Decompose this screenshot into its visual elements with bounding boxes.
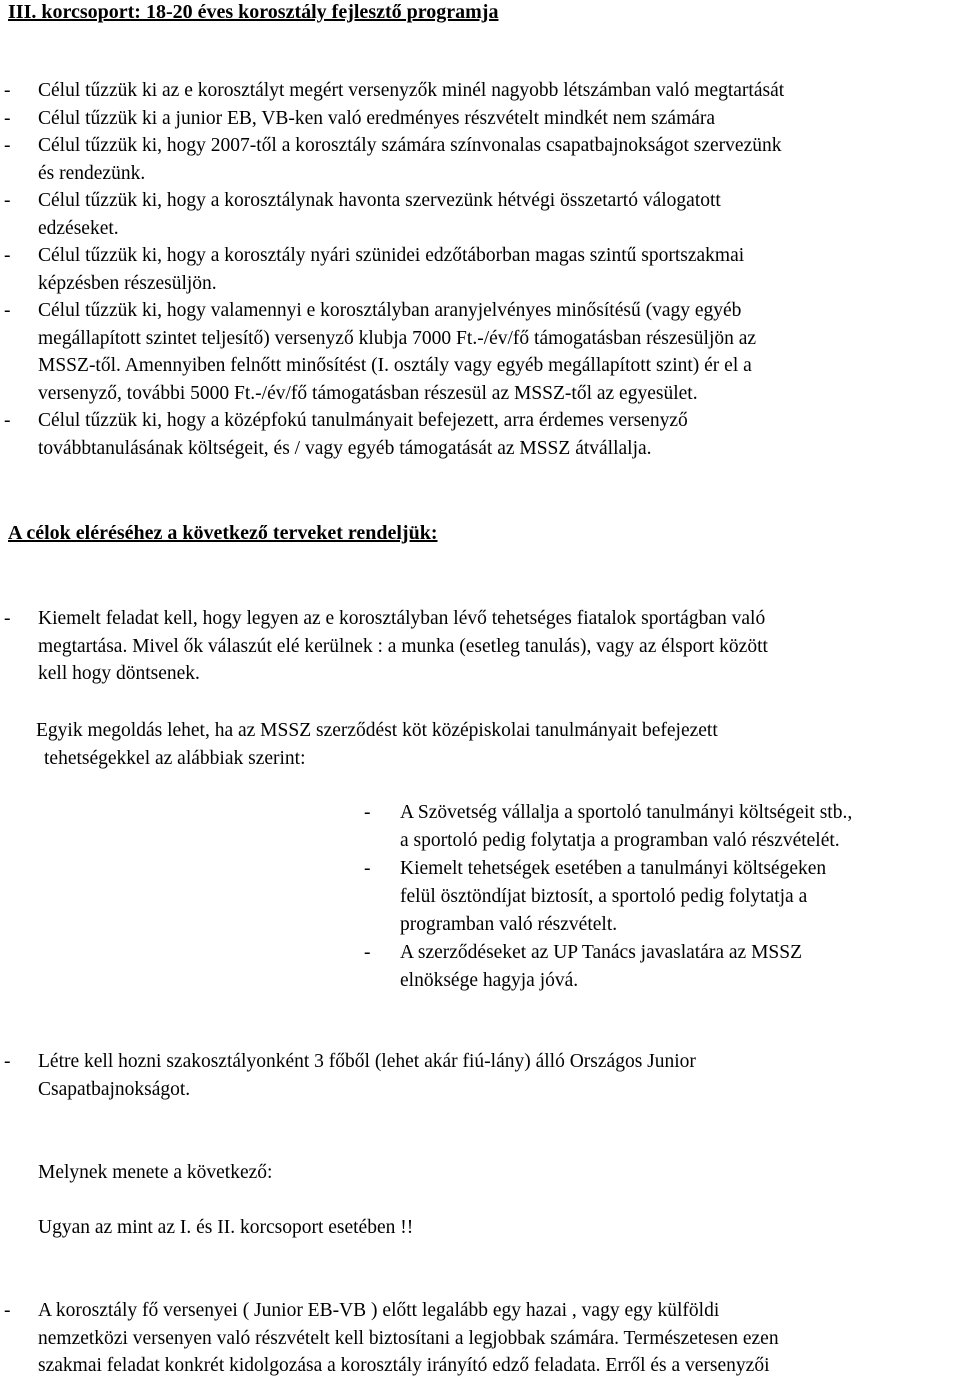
- team-item: [0, 1048, 960, 1103]
- goal-item: [0, 77, 960, 105]
- goal-line: képzésben részesüljön.: [38, 272, 217, 294]
- goal-line: Célul tűzzük ki, hogy a középfokú tanulmányait befejezett, arra érdemes versenyző: [38, 410, 688, 431]
- goal-line: MSSZ-től. Amennyiben felnőtt minősítést (I. osztály vagy egyéb megállapított szint) ér el a: [38, 355, 752, 376]
- bullet-dash: -: [4, 135, 11, 156]
- plan-line: kell hogy döntsenek.: [38, 663, 200, 684]
- solution-line: tehetségekkel az alábbiak szerint:: [44, 747, 306, 769]
- sub-line: felül ösztöndíjat biztosít, a sportoló pedig folytatja a: [400, 886, 808, 907]
- goal-item: [0, 187, 960, 242]
- goal-line: versenyző, további 5000 Ft.-/év/fő támogatásban részesül az MSSZ-től az egyesület.: [38, 382, 698, 404]
- bullet-dash: -: [4, 1300, 11, 1321]
- bullet-dash: -: [4, 300, 11, 321]
- page-title: III. korcsoport: 18-20 éves korosztály fejlesztő programja: [8, 1, 499, 23]
- final-item: [0, 1297, 960, 1380]
- bullet-dash: -: [364, 802, 371, 823]
- final-line: szakmai feladat konkrét kidolgozása a korosztály irányító edző feladata. Erről és a versenyzői: [38, 1355, 770, 1376]
- sub-line: A szerződéseket az UP Tanács javaslatára az MSSZ: [400, 942, 803, 963]
- bullet-dash: -: [364, 858, 371, 879]
- goals-list: [0, 77, 960, 462]
- goal-line: edzéseket.: [38, 217, 119, 239]
- plan-line: Kiemelt feladat kell, hogy legyen az e korosztályban lévő tehetséges fiatalok sportágban való: [38, 608, 766, 629]
- sub-line: elnöksége hagyja jóvá.: [400, 970, 579, 991]
- final-line: nemzetközi versenyen való részvételt kell biztosítani a legjobbak számára. Természetesen ezen: [38, 1327, 779, 1349]
- sub-item: [360, 855, 960, 939]
- final-list: [0, 1297, 960, 1380]
- plans-heading: A célok eléréséhez a következő terveket rendeljük:: [8, 522, 438, 544]
- goal-line: Célul tűzzük ki az e korosztályt megért versenyzők minél nagyobb létszámban való megtartását: [38, 80, 785, 101]
- solution-paragraph: [36, 717, 718, 772]
- goal-line: Célul tűzzük ki, hogy a korosztálynak havonta szervezünk hétvégi összetartó válogatott: [38, 190, 721, 211]
- team-list: [0, 1048, 960, 1103]
- bullet-dash: -: [4, 245, 11, 266]
- sub-line: Kiemelt tehetségek esetében a tanulmányi költségeken: [400, 858, 827, 879]
- goal-line: Célul tűzzük ki, hogy a korosztály nyári szünidei edzőtáborban magas szintű sportszakmai: [38, 245, 745, 266]
- plans-list: [0, 605, 960, 688]
- process-value: Ugyan az mint az I. és II. korcsoport esetében !!: [38, 1217, 414, 1238]
- goal-line: Célul tűzzük ki, hogy valamennyi e korosztályban aranyjelvényes minősítésű (vagy egyéb: [38, 300, 742, 321]
- final-line: A korosztály fő versenyei ( Junior EB-VB ) előtt legalább egy hazai , vagy egy külföldi: [38, 1300, 720, 1321]
- goal-line: és rendezünk.: [38, 162, 146, 184]
- goal-item: [0, 132, 960, 187]
- goal-item: [0, 105, 960, 133]
- solution-sub-list: [360, 799, 960, 995]
- plan-item: [0, 605, 960, 688]
- bullet-dash: -: [4, 1051, 11, 1072]
- goal-item: [0, 297, 960, 407]
- sub-line: A Szövetség vállalja a sportoló tanulmányi költségeit stb.,: [400, 802, 853, 823]
- plan-line: megtartása. Mivel ők válaszút elé kerülnek : a munka (esetleg tanulás), vagy az élsport között: [38, 635, 768, 657]
- bullet-dash: -: [4, 410, 11, 431]
- sub-line: a sportoló pedig folytatja a programban való részvételét.: [400, 830, 840, 851]
- process-label: Melynek menete a következő:: [38, 1162, 273, 1183]
- goal-line: Célul tűzzük ki, hogy 2007-től a korosztály számára színvonalas csapatbajnokságot szervezünk: [38, 135, 782, 156]
- bullet-dash: -: [4, 80, 11, 101]
- goal-line: továbbtanulásának költségeit, és / vagy egyéb támogatását az MSSZ átvállalja.: [38, 437, 652, 459]
- goal-item: [0, 242, 960, 297]
- bullet-dash: -: [4, 190, 11, 211]
- sub-line: programban való részvételt.: [400, 914, 618, 935]
- solution-line: Egyik megoldás lehet, ha az MSSZ szerződést köt középiskolai tanulmányait befejezett: [36, 720, 718, 741]
- goal-line: Célul tűzzük ki a junior EB, VB-ken való eredményes részvételt mindkét nem számára: [38, 107, 716, 129]
- team-line: Csapatbajnokságot.: [38, 1078, 191, 1100]
- goal-item: [0, 407, 960, 462]
- bullet-dash: -: [4, 608, 11, 629]
- sub-item: [360, 799, 960, 855]
- goal-line: megállapított szintet teljesítő) versenyző klubja 7000 Ft.-/év/fő támogatásban részesüljön az: [38, 327, 757, 349]
- bullet-dash: -: [364, 942, 371, 963]
- team-line: Létre kell hozni szakosztályonként 3 főből (lehet akár fiú-lány) álló Országos Junior: [38, 1051, 696, 1072]
- bullet-dash: -: [4, 107, 11, 129]
- sub-item: [360, 939, 960, 995]
